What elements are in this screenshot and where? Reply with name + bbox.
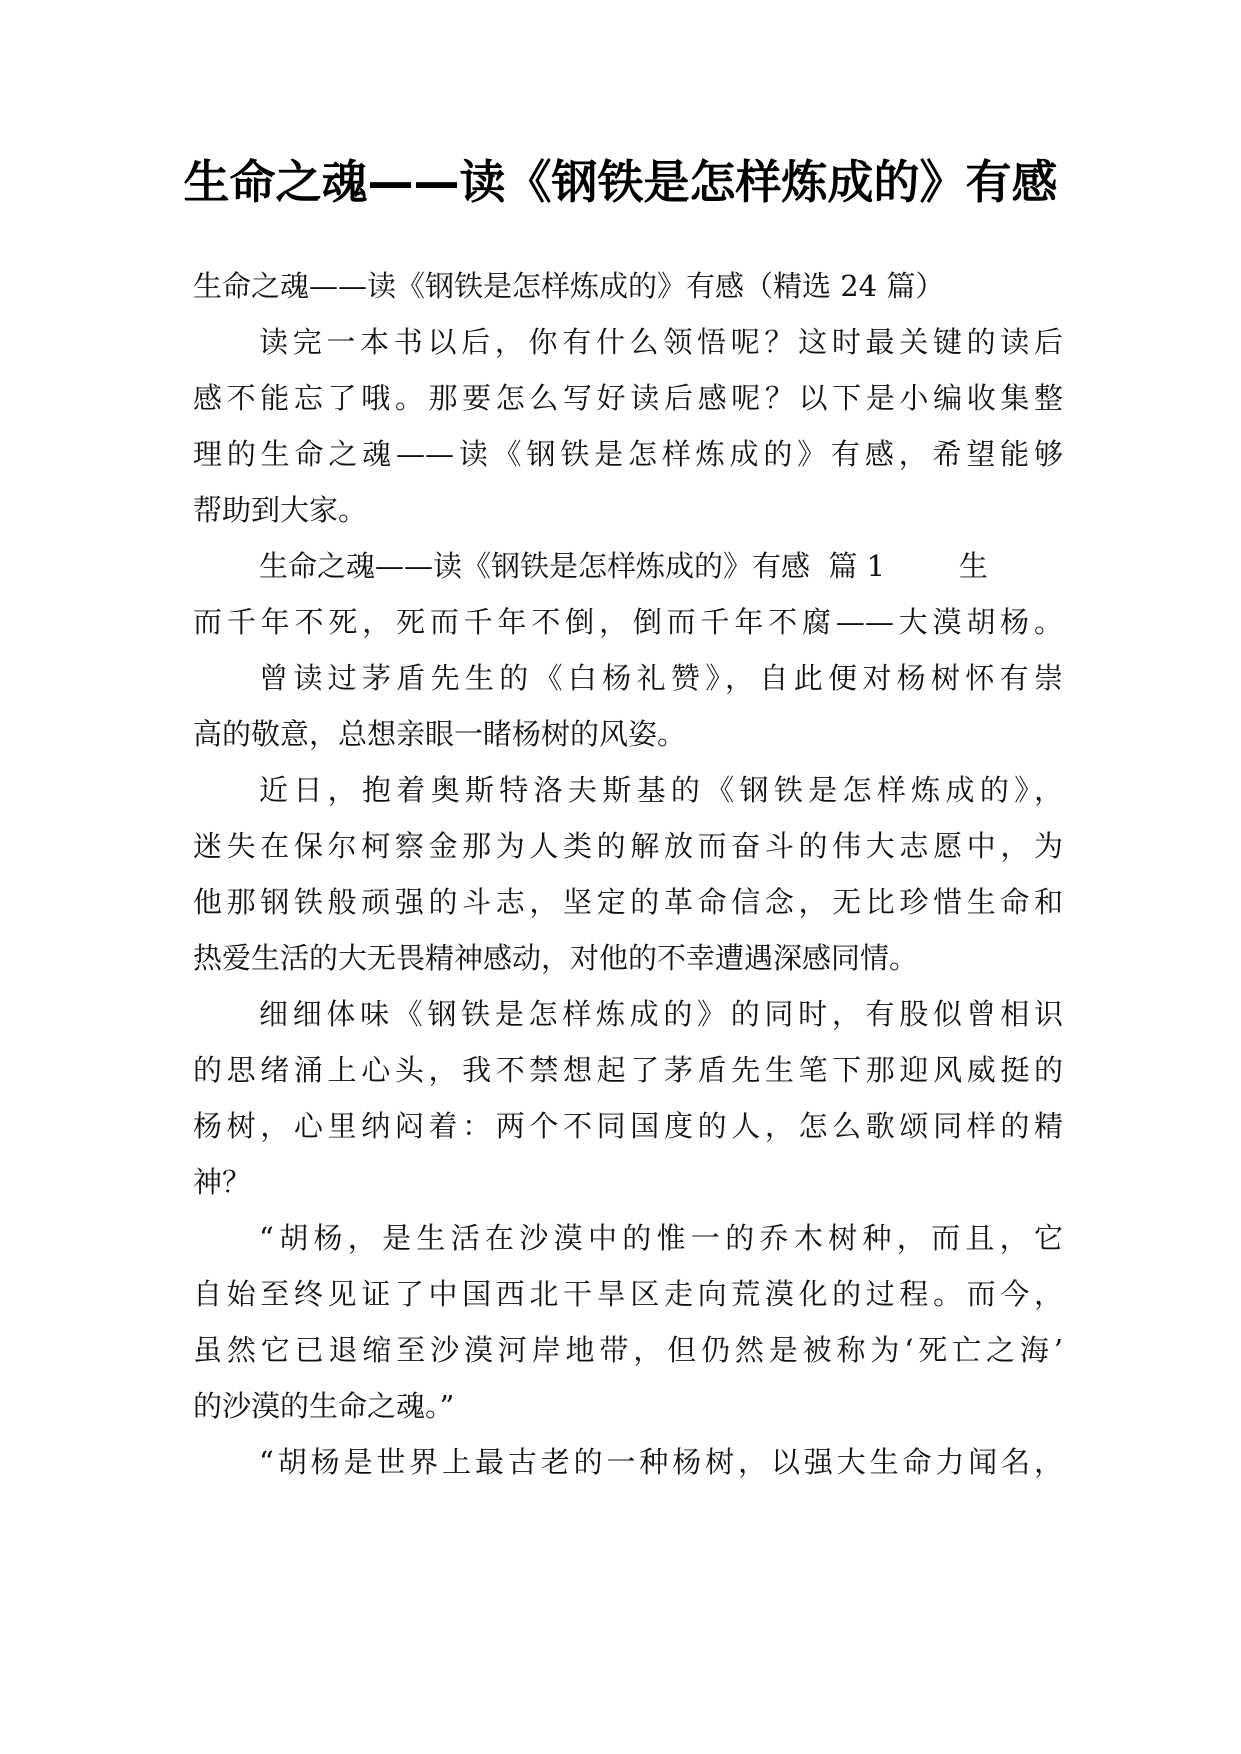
paragraph-3	[193, 986, 1063, 1210]
text-line: 高的敬意，总想亲眼一睹杨树的风姿。	[193, 717, 687, 751]
text-line: 自始至终见证了中国西北干旱区走向荒漠化的过程。而今，	[193, 1277, 1063, 1311]
paragraph-intro	[193, 314, 1063, 538]
text-line: 热爱生活的大无畏精神感动，对他的不幸遭遇深感同情。	[193, 941, 919, 975]
text-line: 帮助到大家。	[193, 493, 368, 527]
text-line: 理的生命之魂——读《钢铁是怎样炼成的》有感，希望能够	[193, 437, 1063, 471]
paragraph-subtitle	[193, 258, 1063, 314]
text-line: 虽然它已退缩至沙漠河岸地带，但仍然是被称为‘死亡之海’	[193, 1333, 1063, 1367]
text-line: “胡杨是世界上最古老的一种杨树，以强大生命力闻名，	[259, 1445, 1063, 1479]
text-line: 杨树，心里纳闷着：两个不同国度的人，怎么歌颂同样的精	[193, 1109, 1063, 1143]
document-title: 生命之魂——读《钢铁是怎样炼成的》有感	[183, 155, 1058, 209]
chapter-heading-line: 生命之魂——读《钢铁是怎样炼成的》有感 篇 1 生	[259, 549, 988, 583]
text-line: 神？	[193, 1165, 252, 1199]
text-line: 的沙漠的生命之魂。”	[193, 1389, 455, 1423]
paragraph-4	[193, 1210, 1063, 1434]
text-line: “胡杨，是生活在沙漠中的惟一的乔木树种，而且，它	[259, 1221, 1063, 1255]
text-line: 他那钢铁般顽强的斗志，坚定的革命信念，无比珍惜生命和	[193, 885, 1063, 919]
text-line: 读完一本书以后，你有什么领悟呢？这时最关键的读后	[259, 325, 1063, 359]
document-body	[193, 258, 1063, 1490]
text-line: 细细体味《钢铁是怎样炼成的》的同时，有股似曾相识	[259, 997, 1063, 1031]
text-line: 曾读过茅盾先生的《白杨礼赞》，自此便对杨树怀有崇	[259, 661, 1063, 695]
text-line: 而千年不死，死而千年不倒，倒而千年不腐——大漠胡杨。	[193, 605, 1063, 639]
paragraph-2	[193, 762, 1063, 986]
text-line: 迷失在保尔柯察金那为人类的解放而奋斗的伟大志愿中，为	[193, 829, 1063, 863]
text-line: 生命之魂——读《钢铁是怎样炼成的》有感（精选 24 篇）	[193, 269, 945, 303]
text-line: 的思绪涌上心头，我不禁想起了茅盾先生笔下那迎风威挺的	[193, 1053, 1063, 1087]
paragraph-chapter-heading	[193, 538, 1063, 650]
paragraph-1	[193, 650, 1063, 762]
paragraph-5	[193, 1434, 1063, 1490]
text-line: 近日，抱着奥斯特洛夫斯基的《钢铁是怎样炼成的》，	[259, 773, 1063, 807]
text-line: 感不能忘了哦。那要怎么写好读后感呢？以下是小编收集整	[193, 381, 1063, 415]
